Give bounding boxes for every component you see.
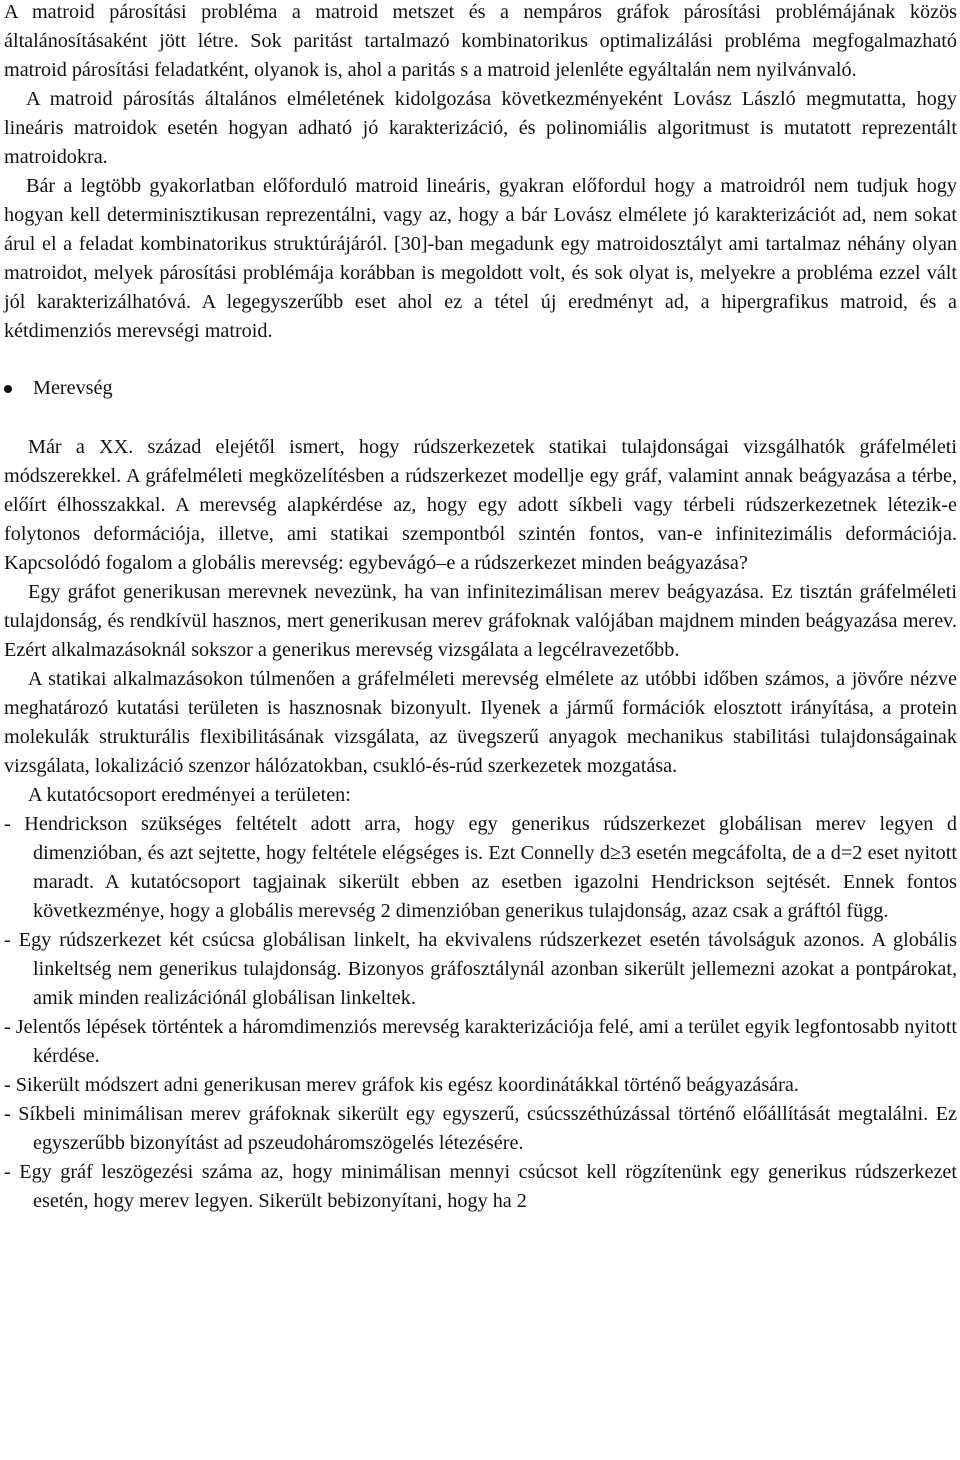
section-heading: Merevség — [33, 377, 113, 399]
list-item: - Egy gráf leszögezési száma az, hogy minimálisan mennyi csúcsot kell rögzítenünk egy generikus rúdszerkezet esetén, hogy merev legyen. Sikerült bebizonyítani, hogy ha 2 — [4, 1161, 957, 1212]
paragraph-generic-rigidity: Egy gráfot generikusan merevnek nevezünk, ha van infinitezimálisan merev beágyazása. Ez tisztán gráfelméleti tulajdonság, és rendkívül hasznos, mert generikusan merev gráfoknak valójában majdnem minden beágyazása merev. Ezért alkalmazásoknál sokszor a generikus merevség vizsgálata a legcélravezetőbb. — [4, 581, 957, 661]
list-item: - Egy rúdszerkezet két csúcsa globálisan linkelt, ha ekvivalens rúdszerkezet esetén távolságuk azonos. A globális linkeltség nem generikus tulajdonság. Bizonyos gráfosztálynál azonban sikerült jellemezni azokat a pontpárokat, amik minden realizációnál globálisan linkeltek. — [4, 929, 957, 1009]
paragraph-matroid-class: Bár a legtöbb gyakorlatban előforduló matroid lineáris, gyakran előfordul hogy a matroidról nem tudjuk hogy hogyan kell determinisztikusan reprezentálni, vagy az, hogy a bár Lovász elmélete jó karakterizációt ad, nem sokat árul el a feladat kombinatorikus struktúrájáról. [30]-ban megadunk egy matroidosztályt ami tartalmaz néhány olyan matroidot, melyek párosítási problémája korábban is megoldott volt, és sok olyat is, melyekre a probléma ezzel vált jól karakterizálhatóvá. A legegyszerűbb eset ahol ez a tétel új eredményt ad, a hipergrafikus matroid, és a kétdimenziós merevségi matroid. — [4, 175, 957, 342]
document-page — [4, 0, 957, 1216]
list-item: - Hendrickson szükséges feltételt adott arra, hogy egy generikus rúdszerkezet globálisan merev legyen d dimenzióban, és azt sejtette, hogy feltétele elégséges is. Ezt Connelly d≥3 esetén megcáfolta, de a d=2 eset nyitott maradt. A kutatócsoport tagjainak sikerült ebben az esetben igazolni Hendrickson sejtését. Ennek fontos következménye, hogy a globális merevség 2 dimenzióban generikus tulajdonság, azaz csak a gráftól függ. — [4, 813, 957, 922]
paragraph-lovasz: A matroid párosítás általános elméletének kidolgozása következményeként Lovász László megmutatta, hogy lineáris matroidok esetén hogyan adható jó karakterizáció, és polinomiális algoritmust is mutatott reprezentált matroidokra. — [4, 88, 957, 168]
list-item: - Síkbeli minimálisan merev gráfoknak sikerült egy egyszerű, csúcsszéthúzással történő előállítását megtalálni. Ez egyszerűbb bizonyítást ad pszeudoháromszögelés létezésére. — [4, 1103, 957, 1154]
paragraph-applications: A statikai alkalmazásokon túlmenően a gráfelméleti merevség elmélete az utóbbi időben számos, a jövőre nézve meghatározó kutatási területen is hasznosnak bizonyult. Ilyenek a jármű formációk elosztott irányítása, a protein molekulák strukturális flexibilitásának vizsgálata, az üvegszerű anyagok mechanikus stabilitási tulajdonságainak vizsgálata, lokalizáció szenzor hálózatokban, csukló-és-rúd szerkezetek mozgatása. — [4, 668, 957, 777]
paragraph-results-heading: A kutatócsoport eredményei a területen: — [28, 784, 351, 806]
list-item: - Jelentős lépések történtek a háromdimenziós merevség karakterizációja felé, ami a terület egyik legfontosabb nyitott kérdése. — [4, 1016, 957, 1067]
list-item: - Sikerült módszert adni generikusan merev gráfok kis egész koordinátákkal történő beágyazására. — [4, 1074, 799, 1096]
paragraph-matroid-intro: A matroid párosítási probléma a matroid metszet és a nempáros gráfok párosítási problémájának közös általánosításaként jött létre. Sok paritást tartalmazó kombinatorikus optimalizálási probléma megfogalmazható matroid párosítási feladatként, olyanok is, ahol a paritás s a matroid jelenléte egyáltalán nem nyilvánvaló. — [4, 1, 957, 81]
bullet-icon — [4, 385, 12, 393]
bullet-heading-merevseg — [4, 374, 957, 403]
paragraph-rigidity-intro: Már a XX. század elejétől ismert, hogy rúdszerkezetek statikai tulajdonságai vizsgálhatók gráfelméleti módszerekkel. A gráfelméleti megközelítésben a rúdszerkezet modellje egy gráf, valamint annak beágyazása a térbe, előírt élhosszakkal. A merevség alapkérdése az, hogy egy adott síkbeli vagy térbeli rúdszerkezetnek létezik-e folytonos deformációja, illetve, ami statikai szempontból szintén fontos, van-e infinitezimális deformációja. Kapcsolódó fogalom a globális merevség: egybevágó–e a rúdszerkezet minden beágyazása? — [4, 436, 957, 574]
